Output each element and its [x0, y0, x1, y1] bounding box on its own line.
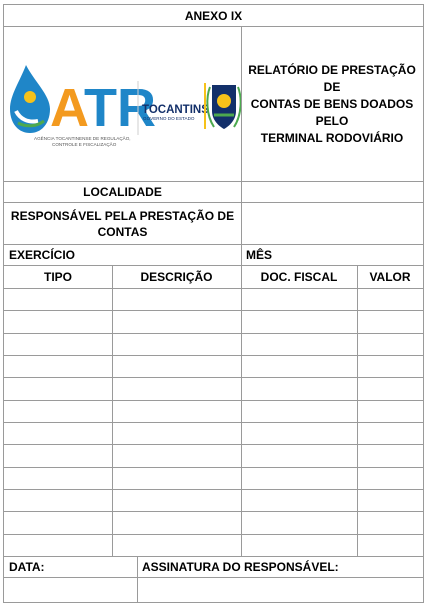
signature-value-field[interactable] — [137, 578, 423, 603]
table-cell-tipo[interactable] — [4, 289, 112, 310]
table-cell-doc-fiscal[interactable] — [241, 311, 357, 332]
table-cell-valor[interactable] — [357, 468, 425, 489]
table-cell-doc-fiscal[interactable] — [241, 401, 357, 422]
table-cell-valor[interactable] — [357, 334, 425, 355]
table-cell-valor[interactable] — [357, 512, 425, 533]
table-cell-descricao[interactable] — [112, 289, 241, 310]
localidade-label: LOCALIDADE — [83, 185, 162, 199]
table-cell-valor[interactable] — [357, 423, 425, 444]
table-cell-descricao[interactable] — [112, 334, 241, 355]
table-cell-doc-fiscal[interactable] — [241, 423, 357, 444]
table-cell-tipo[interactable] — [4, 401, 112, 422]
table-row — [3, 422, 424, 444]
responsavel-value-field[interactable] — [241, 203, 423, 244]
table-cell-tipo[interactable] — [4, 423, 112, 444]
table-row — [3, 355, 424, 377]
table-cell-tipo[interactable] — [4, 512, 112, 533]
table-cell-tipo[interactable] — [4, 334, 112, 355]
table-cell-descricao[interactable] — [112, 490, 241, 511]
localidade-value-field[interactable] — [241, 182, 423, 202]
table-row — [3, 489, 424, 511]
responsavel-line1: RESPONSÁVEL PELA PRESTAÇÃO DE — [10, 208, 235, 223]
table-cell-descricao[interactable] — [112, 356, 241, 377]
table-cell-valor[interactable] — [357, 311, 425, 332]
responsavel-row — [3, 202, 424, 244]
header-row — [3, 26, 424, 181]
table-cell-valor[interactable] — [357, 535, 425, 556]
table-cell-doc-fiscal[interactable] — [241, 289, 357, 310]
state-name: TOCANTINS — [142, 104, 209, 116]
table-cell-tipo[interactable] — [4, 468, 112, 489]
table-row — [3, 310, 424, 332]
responsavel-label — [4, 203, 241, 244]
table-cell-doc-fiscal[interactable] — [241, 512, 357, 533]
exercicio-row — [3, 244, 424, 265]
table-cell-descricao[interactable] — [112, 512, 241, 533]
agency-line1: AGÊNCIA TOCANTINENSE DE REGULAÇÃO, — [34, 136, 131, 141]
table-row — [3, 511, 424, 533]
table-cell-tipo[interactable] — [4, 378, 112, 399]
table-cell-descricao[interactable] — [112, 378, 241, 399]
responsavel-line2: CONTAS — [97, 224, 148, 239]
table-cell-doc-fiscal[interactable] — [241, 445, 357, 466]
table-cell-valor[interactable] — [357, 490, 425, 511]
state-subtitle: GOVERNO DO ESTADO — [143, 116, 195, 121]
table-cell-descricao[interactable] — [112, 535, 241, 556]
table-cell-valor[interactable] — [357, 356, 425, 377]
column-header-doc-fiscal: DOC. FISCAL — [260, 270, 338, 284]
table-cell-tipo[interactable] — [4, 445, 112, 466]
table-cell-valor[interactable] — [357, 401, 425, 422]
table-cell-valor[interactable] — [357, 289, 425, 310]
form-title: ANEXO IX — [184, 8, 243, 23]
data-value-field[interactable] — [4, 578, 137, 603]
table-cell-doc-fiscal[interactable] — [241, 468, 357, 489]
localidade-row — [3, 181, 424, 202]
table-cell-descricao[interactable] — [112, 311, 241, 332]
table-cell-descricao[interactable] — [112, 401, 241, 422]
footer-row — [3, 556, 424, 577]
agency-line2: CONTROLE E FISCALIZAÇÃO — [52, 142, 117, 147]
atr-letter-a: A — [50, 78, 89, 138]
table-row — [3, 288, 424, 310]
table-cell-descricao[interactable] — [112, 445, 241, 466]
column-header-tipo: TIPO — [43, 270, 72, 284]
report-title-line1: RELATÓRIO DE PRESTAÇÃO DE — [248, 62, 416, 94]
table-cell-tipo[interactable] — [4, 535, 112, 556]
table-row — [3, 444, 424, 466]
state-coat-of-arms-icon — [207, 85, 240, 129]
table-cell-doc-fiscal[interactable] — [241, 490, 357, 511]
table-cell-tipo[interactable] — [4, 356, 112, 377]
water-drop-icon — [10, 65, 50, 133]
atr-logo — [4, 27, 241, 182]
table-cell-descricao[interactable] — [112, 423, 241, 444]
exercicio-label: EXERCÍCIO — [9, 248, 76, 262]
table-cell-valor[interactable] — [357, 445, 425, 466]
footer-value-row — [3, 577, 424, 603]
title-row — [3, 4, 424, 26]
logo-area — [4, 27, 241, 181]
report-title-line3: TERMINAL RODOVIÁRIO — [260, 130, 404, 145]
table-cell-doc-fiscal[interactable] — [241, 356, 357, 377]
report-title-line2: CONTAS DE BENS DOADOS PELO — [250, 96, 414, 128]
table-row — [3, 467, 424, 489]
signature-label: ASSINATURA DO RESPONSÁVEL: — [142, 560, 339, 574]
mes-label: MÊS — [246, 248, 273, 262]
table-row — [3, 377, 424, 399]
data-label: DATA: — [9, 560, 45, 574]
table-cell-tipo[interactable] — [4, 311, 112, 332]
table-row — [3, 534, 424, 556]
table-cell-doc-fiscal[interactable] — [241, 334, 357, 355]
table-row — [3, 333, 424, 355]
table-cell-valor[interactable] — [357, 378, 425, 399]
table-cell-tipo[interactable] — [4, 490, 112, 511]
table-cell-doc-fiscal[interactable] — [241, 535, 357, 556]
table-header-row — [3, 265, 424, 288]
report-title — [241, 27, 423, 181]
table-cell-descricao[interactable] — [112, 468, 241, 489]
column-header-valor: VALOR — [369, 270, 411, 284]
table-row — [3, 400, 424, 422]
form-frame — [3, 4, 424, 603]
atr-letters-tr: TR — [84, 78, 156, 138]
column-header-descricao: DESCRIÇÃO — [140, 270, 213, 284]
table-cell-doc-fiscal[interactable] — [241, 378, 357, 399]
